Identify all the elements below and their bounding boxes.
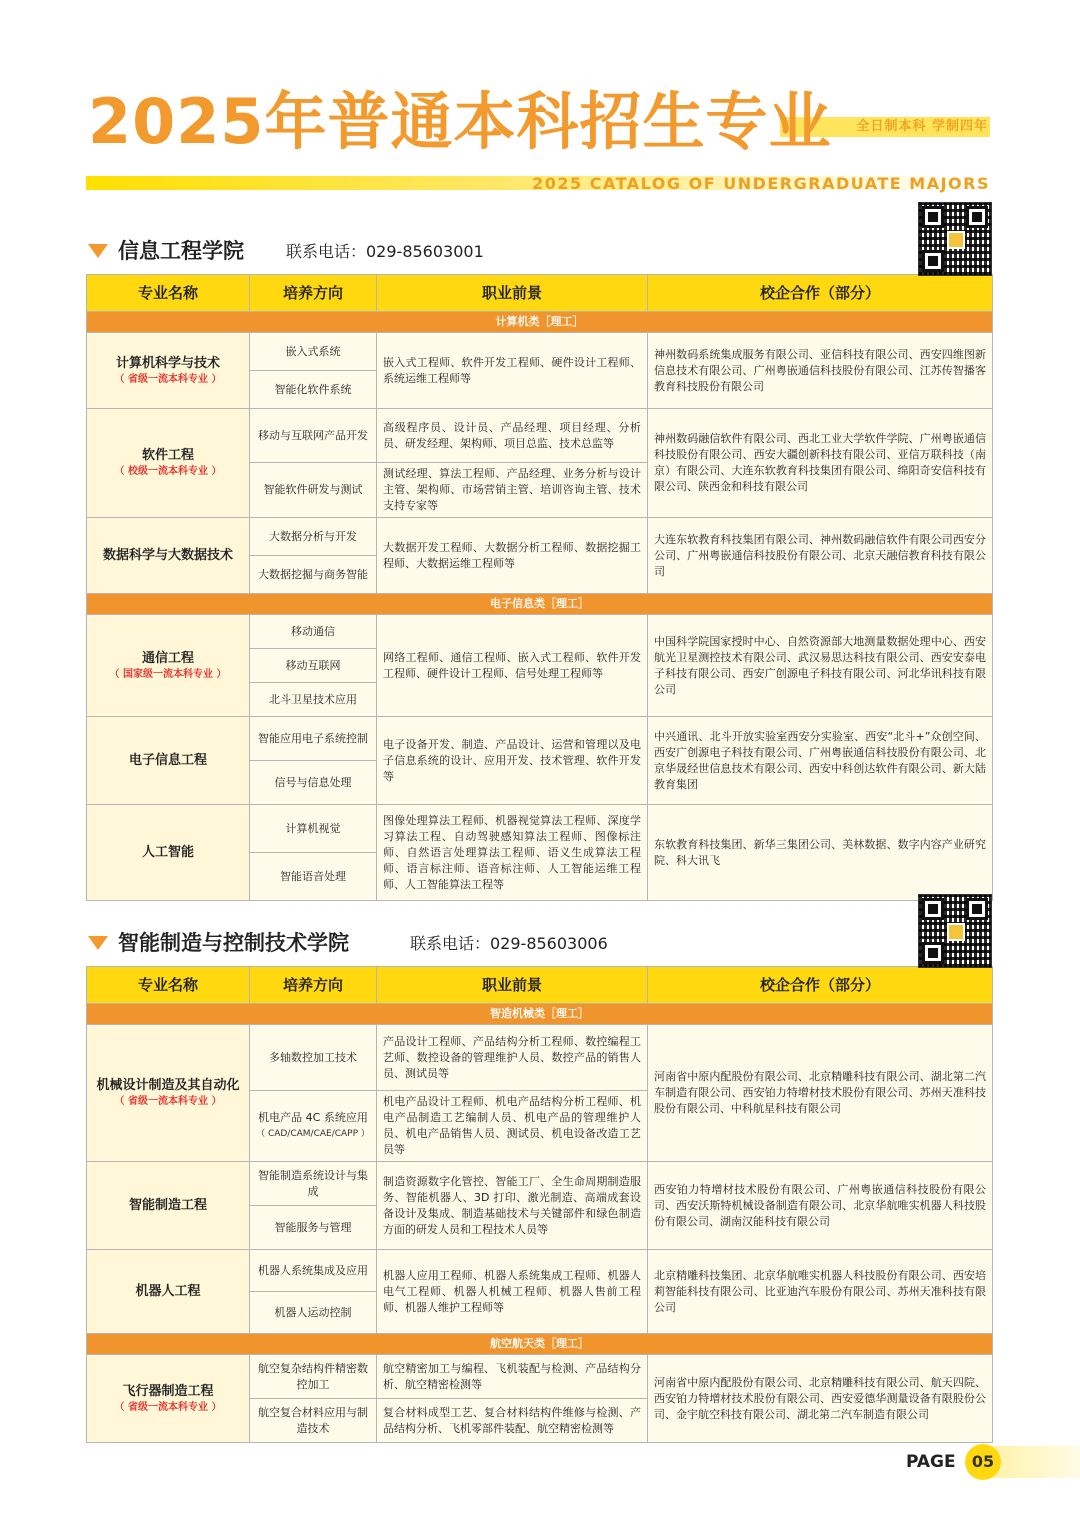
cooperation-cell: 中兴通讯、北斗开放实验室西安分实验室、西安“北斗+”众创空间、西安广创源电子科技有限公司、广州粤嵌通信科技股份有限公司、北京华晟经世信息技术有限公司、西安中科创达软件有限公司、新大陆教育集团 — [648, 717, 993, 805]
triangle-bullet-icon — [88, 936, 108, 950]
career-prospects-cell: 测试经理、算法工程师、产品经理、业务分析与设计主管、架构师、市场营销主管、培训咨询主管、技术支持专家等 — [377, 463, 648, 518]
career-prospects-cell: 电子设备开发、制造、产品设计、运营和管理以及电子信息系统的设计、应用开发、技术管理、软件开发等 — [377, 717, 648, 805]
category-row — [87, 594, 993, 615]
direction-cell — [250, 853, 377, 901]
direction-cell — [250, 805, 377, 853]
direction-name: 机器人系统集成及应用 — [258, 1263, 368, 1277]
cooperation-cell: 大连东软教育科技集团有限公司、神州数码融信软件有限公司西安分公司、广州粤嵌通信科技股份有限公司、北京天融信教育科技有限公司 — [648, 518, 993, 594]
direction-name: 智能语音处理 — [280, 869, 346, 883]
column-header: 专业名称 — [87, 275, 250, 312]
english-subtitle: 2025 CATALOG OF UNDERGRADUATE MAJORS — [532, 174, 990, 193]
direction-cell — [250, 1250, 377, 1292]
major-name-cell — [87, 1162, 250, 1250]
direction-cell — [250, 1162, 377, 1206]
table-header-row — [87, 275, 993, 312]
cooperation-cell: 神州数码融信软件有限公司、西北工业大学软件学院、广州粤嵌通信科技股份有限公司、西安大疆创新科技有限公司、亚信万联科技（南京）有限公司、大连东软教育科技集团有限公司、绵阳奇安信科技有限公司、陕西金和科技有限公司 — [648, 409, 993, 518]
cooperation-cell: 河南省中原内配股份有限公司、北京精雕科技有限公司、湖北第二汽车制造有限公司、西安铂力特增材技术股份有限公司、苏州天准科技股份有限公司、中科航星科技有限公司 — [648, 1025, 993, 1162]
column-header: 培养方向 — [250, 275, 377, 312]
major-name-cell — [87, 717, 250, 805]
direction-name: 移动互联网 — [285, 658, 341, 672]
career-prospects-cell: 航空精密加工与编程、飞机装配与检测、产品结构分析、航空精密检测等 — [377, 1355, 648, 1399]
major-level-badge: （ 省级一流本科专业 ） — [114, 1096, 222, 1107]
direction-name: 移动与互联网产品开发 — [258, 428, 368, 442]
major-name-cell — [87, 409, 250, 518]
category-label: 电子信息类［理工］ — [87, 594, 993, 615]
major-name: 机器人工程 — [135, 1283, 201, 1299]
direction-name: 智能制造系统设计与集成 — [258, 1168, 368, 1198]
college-name: 智能制造与控制技术学院 — [118, 931, 349, 955]
college-phone: 联系电话：029-85603001 — [286, 242, 484, 261]
table-row — [87, 717, 993, 761]
direction-cell — [250, 615, 377, 649]
college-header — [86, 218, 992, 274]
page-footer-bar — [990, 1446, 1080, 1478]
college-section-info-engineering — [86, 218, 992, 901]
major-name-cell — [87, 333, 250, 409]
category-row — [87, 1334, 993, 1355]
college-header — [86, 910, 992, 966]
major-name-cell — [87, 1355, 250, 1443]
direction-name: 信号与信息处理 — [274, 775, 352, 789]
table-row — [87, 333, 993, 371]
column-header: 专业名称 — [87, 967, 250, 1004]
major-name: 智能制造工程 — [128, 1197, 207, 1213]
major-level-badge: （ 省级一流本科专业 ） — [114, 1401, 222, 1413]
major-name-cell — [87, 1025, 250, 1162]
career-prospects-cell: 网络工程师、通信工程师、嵌入式工程师、软件开发工程师、硬件设计工程师、信号处理工程师等 — [377, 615, 648, 717]
cooperation-cell: 中国科学院国家授时中心、自然资源部大地测量数据处理中心、西安航光卫星测控技术有限公司、武汉易思达科技有限公司、西安安泰电子科技有限公司、西安广创源电子科技有限公司、河北华讯科技有限公司 — [648, 615, 993, 717]
college-name: 信息工程学院 — [118, 239, 244, 263]
career-prospects-cell: 嵌入式工程师、软件开发工程师、硬件设计工程师、系统运维工程师等 — [377, 333, 648, 409]
direction-cell — [250, 1355, 377, 1399]
table-row — [87, 518, 993, 556]
direction-cell — [250, 683, 377, 717]
direction-name: 智能化软件系统 — [274, 382, 352, 396]
cooperation-cell: 神州数码系统集成服务有限公司、亚信科技有限公司、西安四维图新信息技术有限公司、广州粤嵌通信科技股份有限公司、江苏传智播客教育科技股份有限公司 — [648, 333, 993, 409]
major-level-badge: （ 省级一流本科专业 ） — [114, 373, 222, 385]
major-name: 软件工程 — [141, 448, 194, 463]
page-label: PAGE — [906, 1452, 956, 1472]
page-header — [0, 0, 1080, 200]
direction-name: 大数据挖掘与商务智能 — [258, 567, 368, 581]
direction-name: 多轴数控加工技术 — [269, 1050, 357, 1064]
table-row — [87, 1025, 993, 1091]
direction-name: 计算机视觉 — [285, 821, 341, 835]
major-name: 计算机科学与技术 — [115, 355, 220, 371]
direction-subtitle: （ CAD/CAM/CAE/CAPP ） — [256, 1129, 370, 1139]
direction-name: 智能应用电子系统控制 — [258, 731, 368, 745]
majors-table — [86, 966, 993, 1443]
direction-cell — [250, 463, 377, 518]
career-prospects-cell: 复合材料成型工艺、复合材料结构件维修与检测、产品结构分析、飞机零部件装配、航空精密检测等 — [377, 1399, 648, 1443]
majors-table — [86, 274, 993, 901]
major-name-cell — [87, 518, 250, 594]
direction-name: 航空复杂结构件精密数控加工 — [258, 1361, 368, 1391]
category-label: 智造机械类［理工］ — [87, 1004, 993, 1025]
table-row — [87, 805, 993, 853]
table-row — [87, 409, 993, 463]
column-header: 职业前景 — [377, 275, 648, 312]
direction-cell — [250, 333, 377, 371]
direction-cell — [250, 556, 377, 594]
major-name: 通信工程 — [141, 650, 194, 666]
direction-cell — [250, 649, 377, 683]
major-name: 飞行器制造工程 — [122, 1383, 214, 1399]
direction-cell — [250, 409, 377, 463]
table-row — [87, 1162, 993, 1206]
column-header: 校企合作（部分） — [648, 275, 993, 312]
category-label: 航空航天类［理工］ — [87, 1334, 993, 1355]
direction-cell — [250, 371, 377, 409]
major-level-badge: （ 校级一流本科专业 ） — [114, 466, 222, 477]
cooperation-cell: 河南省中原内配股份有限公司、北京精雕科技有限公司、航天四院、西安铂力特增材技术股份有限公司、西安爱德华测量设备有限股份公司、金宇航空科技有限公司、湖北第二汽车制造有限公司 — [648, 1355, 993, 1443]
direction-name: 机电产品 4C 系统应用 — [258, 1111, 368, 1124]
triangle-bullet-icon — [88, 244, 108, 258]
column-header: 校企合作（部分） — [648, 967, 993, 1004]
direction-cell — [250, 761, 377, 805]
career-prospects-cell: 机电产品设计工程师、机电产品结构分析工程师、机电产品制造工艺编制人员、机电产品的管理维护人员、机电产品销售人员、测试员、机电设备改造工艺员等 — [377, 1091, 648, 1162]
career-prospects-cell: 机器人应用工程师、机器人系统集成工程师、机器人电气工程师、机器人机械工程师、机器人售前工程师、机器人维护工程师等 — [377, 1250, 648, 1334]
major-name: 人工智能 — [141, 844, 194, 860]
major-name: 机械设计制造及其自动化 — [96, 1078, 240, 1093]
category-row — [87, 1004, 993, 1025]
major-name-cell — [87, 615, 250, 717]
direction-cell — [250, 518, 377, 556]
career-prospects-cell: 高级程序员、设计员、产品经理、项目经理、分析员、研发经理、架构师、项目总监、技术总监等 — [377, 409, 648, 463]
category-label: 计算机类［理工］ — [87, 312, 993, 333]
table-header-row — [87, 967, 993, 1004]
direction-cell — [250, 1091, 377, 1162]
category-row — [87, 312, 993, 333]
qr-code-icon[interactable] — [918, 894, 992, 968]
major-level-badge: （ 国家级一流本科专业 ） — [109, 668, 227, 680]
college-section-intelligent-manufacturing — [86, 910, 992, 1443]
direction-name: 机器人运动控制 — [274, 1305, 352, 1319]
major-name: 数据科学与大数据技术 — [102, 547, 233, 563]
college-phone: 联系电话：029-85603006 — [410, 934, 608, 953]
table-row — [87, 1250, 993, 1292]
direction-cell — [250, 1399, 377, 1443]
career-prospects-cell: 图像处理算法工程师、机器视觉算法工程师、深度学习算法工程、自动驾驶感知算法工程师、图像标注师、自然语言处理算法工程师、语义生成算法工程师、语言标注师、语音标注师、人工智能运维工程师、人工智能算法工程等 — [377, 805, 648, 901]
career-prospects-cell: 制造资源数字化管控、智能工厂、全生命周期制造服务、智能机器人、3D 打印、激光制造、高端成套设备设计及集成、制造基础技术与关键部件和绿色制造方面的研发人员和工程技术人员等 — [377, 1162, 648, 1250]
direction-name: 航空复合材料应用与制造技术 — [258, 1405, 368, 1435]
major-name-cell — [87, 805, 250, 901]
page-title: 2025年普通本科招生专业 — [88, 85, 832, 158]
direction-name: 嵌入式系统 — [285, 344, 341, 358]
direction-name: 北斗卫星技术应用 — [269, 692, 357, 706]
qr-code-icon[interactable] — [918, 202, 992, 276]
major-name: 电子信息工程 — [128, 752, 207, 768]
career-prospects-cell: 大数据开发工程师、大数据分析工程师、数据挖掘工程师、大数据运维工程师等 — [377, 518, 648, 594]
career-prospects-cell: 产品设计工程师、产品结构分析工程师、数控编程工艺师、数控设备的管理维护人员、数控产品的销售人员、测试员等 — [377, 1025, 648, 1091]
direction-name: 移动通信 — [291, 624, 335, 638]
column-header: 职业前景 — [377, 967, 648, 1004]
study-mode-tag: 全日制本科 学制四年 — [856, 119, 988, 134]
direction-cell — [250, 717, 377, 761]
major-name-cell — [87, 1250, 250, 1334]
direction-name: 大数据分析与开发 — [269, 529, 357, 543]
direction-cell — [250, 1025, 377, 1091]
cooperation-cell: 东软教育科技集团、新华三集团公司、美林数据、数字内容产业研究院、科大讯飞 — [648, 805, 993, 901]
cooperation-cell: 西安铂力特增材技术股份有限公司、广州粤嵌通信科技股份有限公司、西安沃斯特机械设备制造有限公司、北京华航唯实机器人科技股份有限公司、湖南汉能科技有限公司 — [648, 1162, 993, 1250]
cooperation-cell: 北京精雕科技集团、北京华航唯实机器人科技股份有限公司、西安培莉智能科技有限公司、比亚迪汽车股份有限公司、苏州天准科技有限公司 — [648, 1250, 993, 1334]
direction-name: 智能软件研发与测试 — [263, 483, 363, 496]
direction-name: 智能服务与管理 — [274, 1220, 352, 1234]
direction-cell — [250, 1292, 377, 1334]
table-row — [87, 1355, 993, 1399]
column-header: 培养方向 — [250, 967, 377, 1004]
table-row — [87, 615, 993, 649]
direction-cell — [250, 1206, 377, 1250]
page-number: 05 — [965, 1444, 1001, 1480]
